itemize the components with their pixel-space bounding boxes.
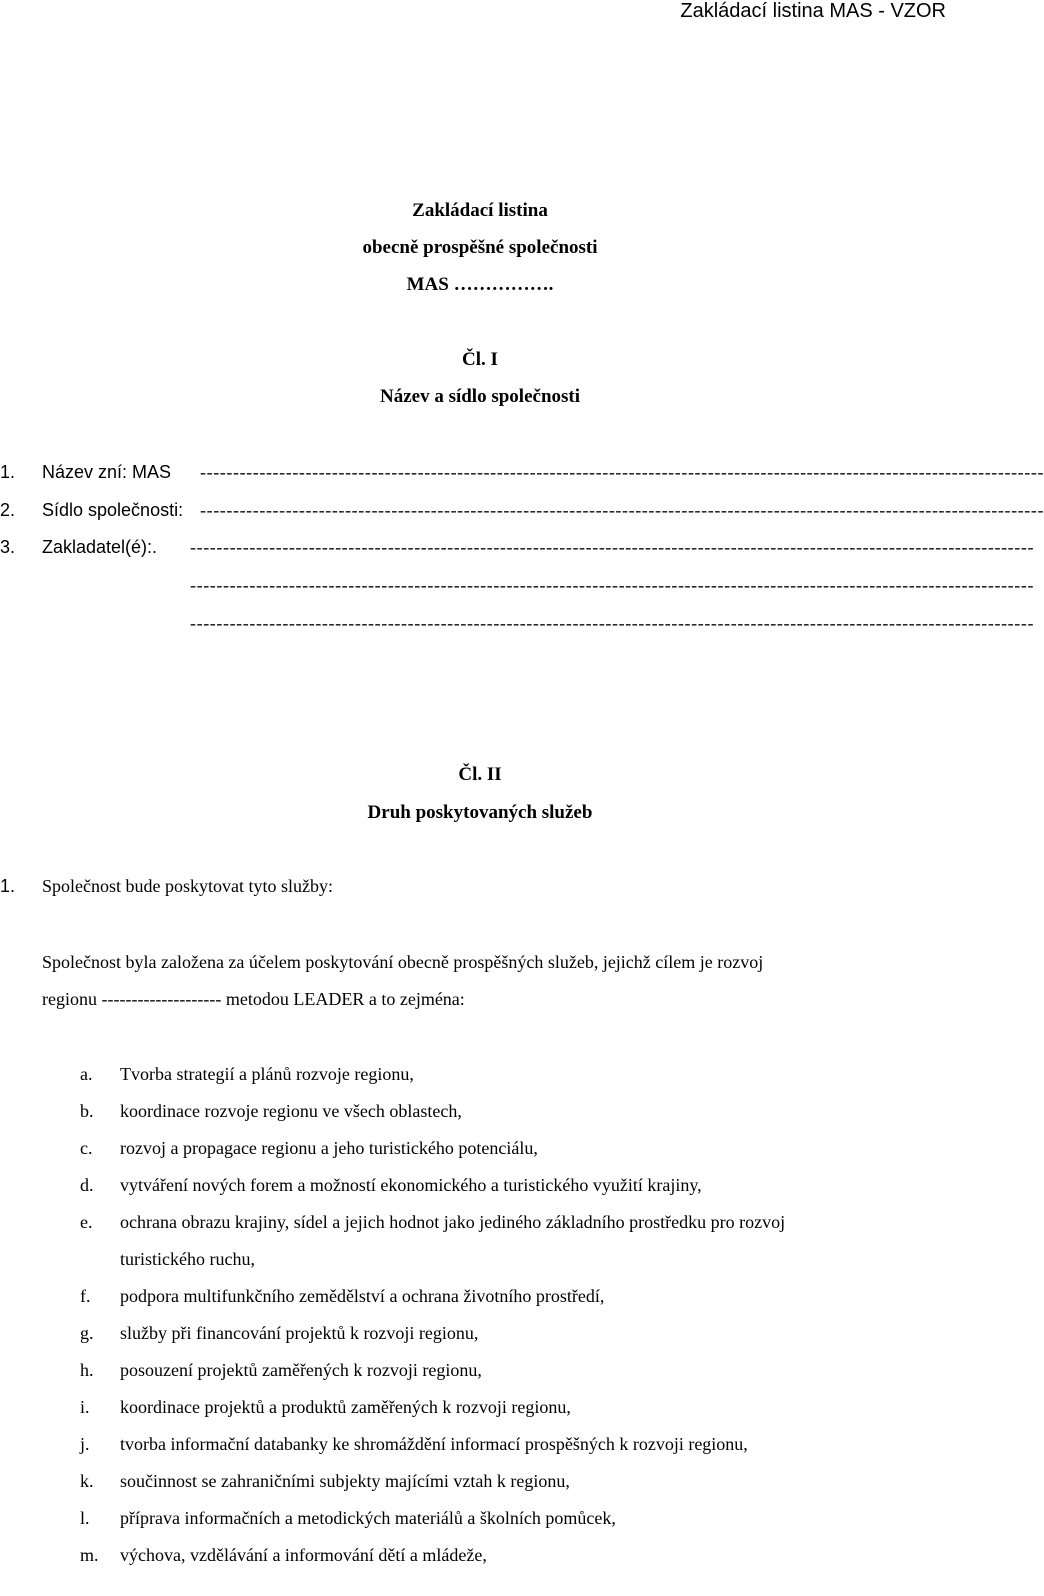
document-title: Zakládací listina (412, 200, 548, 221)
name-label: Název zní: MAS (42, 462, 172, 482)
list-item: koordinace rozvoje regionu ve všech oblastech, (120, 1101, 462, 1121)
list-item: tvorba informační databanky ke shromáždění informací prospěšných k rozvoji regionu, (120, 1434, 748, 1454)
services-intro: Společnost bude poskytovat tyto služby: (42, 876, 333, 896)
article1-number: Čl. I (462, 349, 498, 370)
list-marker: h. (80, 1360, 94, 1380)
item-number: 2. (0, 500, 16, 520)
document-header: Zakládací listina MAS - VZOR (680, 0, 946, 22)
list-item: rozvoj a propagace regionu a jeho turistického potenciálu, (120, 1138, 538, 1158)
purpose-paragraph-line: Společnost byla založena za účelem poskytování obecně prospěšných služeb, jejichž cílem je rozvoj (42, 952, 764, 972)
list-marker: l. (80, 1508, 90, 1528)
mas-name-placeholder: MAS ……………. (406, 274, 554, 295)
list-item: výchova, vzdělávání a informování dětí a mládeže, (120, 1545, 487, 1565)
list-item: koordinace projektů a produktů zaměřených k rozvoji regionu, (120, 1397, 571, 1417)
list-item: posouzení projektů zaměřených k rozvoji regionu, (120, 1360, 482, 1380)
list-marker: k. (80, 1471, 94, 1491)
list-item: Tvorba strategií a plánů rozvoje regionu, (120, 1064, 414, 1084)
list-marker: d. (80, 1175, 94, 1195)
item-number: 1. (0, 876, 16, 896)
list-marker: c. (80, 1138, 93, 1158)
list-marker: j. (80, 1434, 90, 1454)
name-fill-line: -------------------------------------------------------------------------------------------------------------------------------- (200, 462, 1044, 482)
list-marker: f. (80, 1286, 91, 1306)
list-item: součinnost se zahraničními subjekty majícími vztah k regionu, (120, 1471, 570, 1491)
article2-title: Druh poskytovaných služeb (367, 802, 593, 823)
list-marker: g. (80, 1323, 94, 1343)
document-subtitle: obecně prospěšné společnosti (362, 237, 598, 258)
list-item: ochrana obrazu krajiny, sídel a jejich hodnot jako jediného základního prostředku pro rozvoj (120, 1212, 786, 1232)
article1-title: Název a sídlo společnosti (379, 386, 581, 407)
item-number: 3. (0, 537, 16, 557)
list-marker: i. (80, 1397, 90, 1417)
list-item-continuation: turistického ruchu, (120, 1249, 255, 1269)
list-marker: a. (80, 1064, 93, 1084)
founder-fill-line: -------------------------------------------------------------------------------------------------------------------------------- (190, 613, 1035, 633)
list-marker: e. (80, 1212, 93, 1232)
seat-label: Sídlo společnosti: (42, 500, 184, 520)
purpose-paragraph-line: regionu -------------------- metodou LEADER a to zejména: (42, 989, 465, 1009)
list-item: vytváření nových forem a možností ekonomického a turistického využití krajiny, (120, 1175, 702, 1195)
item-number: 1. (0, 462, 16, 482)
list-item: podpora multifunkčního zemědělství a ochrana životního prostředí, (120, 1286, 605, 1306)
list-marker: b. (80, 1101, 94, 1121)
founder-label: Zakladatel(é):. (42, 537, 158, 557)
list-marker: m. (80, 1545, 99, 1565)
seat-fill-line: -------------------------------------------------------------------------------------------------------------------------------- (200, 500, 1044, 520)
founder-fill-line: -------------------------------------------------------------------------------------------------------------------------------- (190, 537, 1035, 557)
list-item: příprava informačních a metodických materiálů a školních pomůcek, (120, 1508, 616, 1528)
article2-number: Čl. II (458, 764, 502, 785)
founder-fill-line: -------------------------------------------------------------------------------------------------------------------------------- (190, 575, 1035, 595)
list-item: služby při financování projektů k rozvoji regionu, (120, 1323, 479, 1343)
